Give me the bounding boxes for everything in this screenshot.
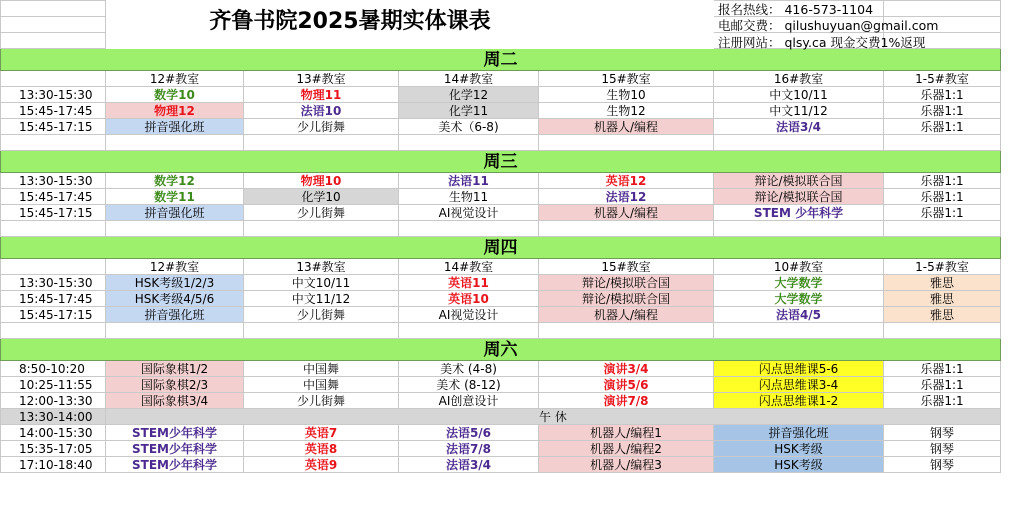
class-cell: 美术 (8-12) xyxy=(399,377,539,393)
class-cell: 英语7 xyxy=(244,425,399,441)
class-cell: AI创意设计 xyxy=(399,393,539,409)
time-slot: 15:45-17:45 xyxy=(1,103,106,119)
day-header-row xyxy=(1,339,1001,361)
time-slot: 12:00-13:30 xyxy=(1,393,106,409)
class-cell: 机器人/编程 xyxy=(539,205,714,221)
class-cell: 辩论/模拟联合国 xyxy=(714,173,884,189)
class-cell: 化学12 xyxy=(399,87,539,103)
empty-cell xyxy=(539,135,714,151)
class-cell: 物理11 xyxy=(244,87,399,103)
class-cell: 机器人/编程2 xyxy=(539,441,714,457)
class-cell: 机器人/编程 xyxy=(539,119,714,135)
class-cell: 国际象棋2/3 xyxy=(106,377,244,393)
empty-cell xyxy=(244,221,399,237)
class-cell: 雅思 xyxy=(884,307,1001,323)
class-cell: 辩论/模拟联合国 xyxy=(539,291,714,307)
class-cell: 机器人/编程 xyxy=(539,307,714,323)
class-cell: 化学10 xyxy=(244,189,399,205)
class-cell: 拼音强化班 xyxy=(106,119,244,135)
class-cell: 数学12 xyxy=(106,173,244,189)
blank-row xyxy=(1,221,1001,237)
classroom-label: 10#教室 xyxy=(714,259,884,275)
class-cell: 化学11 xyxy=(399,103,539,119)
class-cell: 美术 (4-8) xyxy=(399,361,539,377)
empty-cell xyxy=(714,323,884,339)
class-row xyxy=(1,189,1001,205)
lunch-break-label: 午 休 xyxy=(106,409,1001,425)
time-slot: 15:45-17:45 xyxy=(1,291,106,307)
class-cell: 法语11 xyxy=(399,173,539,189)
class-cell: 乐器1:1 xyxy=(884,173,1001,189)
class-cell: 雅思 xyxy=(884,291,1001,307)
empty-cell xyxy=(884,1,1001,17)
class-cell: 法语4/5 xyxy=(714,307,884,323)
class-row xyxy=(1,441,1001,457)
class-row xyxy=(1,377,1001,393)
day-header-row xyxy=(1,49,1001,71)
class-cell: 机器人/编程1 xyxy=(539,425,714,441)
classroom-label: 14#教室 xyxy=(399,71,539,87)
class-cell: 少儿街舞 xyxy=(244,119,399,135)
time-slot: 15:45-17:45 xyxy=(1,189,106,205)
class-cell: 闪点思维课1-2 xyxy=(714,393,884,409)
class-cell: 演讲7/8 xyxy=(539,393,714,409)
time-slot: 15:45-17:15 xyxy=(1,307,106,323)
day-header-row xyxy=(1,237,1001,259)
class-cell: 中文11/12 xyxy=(244,291,399,307)
classroom-label: 1-5#教室 xyxy=(884,71,1001,87)
day-label: 周六 xyxy=(1,339,1001,361)
empty-cell xyxy=(884,323,1001,339)
empty-cell xyxy=(106,221,244,237)
classroom-label: 15#教室 xyxy=(539,71,714,87)
hotline-text: 报名热线： 416-573-1104 xyxy=(718,2,874,17)
class-cell: 乐器1:1 xyxy=(884,87,1001,103)
time-slot: 13:30-14:00 xyxy=(1,409,106,425)
empty-cell xyxy=(106,323,244,339)
class-cell: 乐器1:1 xyxy=(884,361,1001,377)
class-cell: 法语12 xyxy=(539,189,714,205)
classroom-label: 1-5#教室 xyxy=(884,259,1001,275)
class-cell: 乐器1:1 xyxy=(884,119,1001,135)
empty-cell xyxy=(244,135,399,151)
time-slot: 10:25-11:55 xyxy=(1,377,106,393)
classroom-label: 13#教室 xyxy=(244,259,399,275)
time-slot: 15:45-17:15 xyxy=(1,205,106,221)
class-cell: 拼音强化班 xyxy=(106,307,244,323)
class-cell: STEM少年科学 xyxy=(106,457,244,473)
class-cell: 乐器1:1 xyxy=(884,103,1001,119)
classroom-label xyxy=(1,71,106,87)
class-cell: 钢琴 xyxy=(884,441,1001,457)
empty-cell xyxy=(1,135,106,151)
class-cell: HSK考级1/2/3 xyxy=(106,275,244,291)
time-slot: 8:50-10:20 xyxy=(1,361,106,377)
class-cell: 法语3/4 xyxy=(399,457,539,473)
class-cell: 数学10 xyxy=(106,87,244,103)
class-cell: 乐器1:1 xyxy=(884,377,1001,393)
class-cell: 雅思 xyxy=(884,275,1001,291)
class-cell: 法语7/8 xyxy=(399,441,539,457)
blank-row xyxy=(1,323,1001,339)
time-slot: 14:00-15:30 xyxy=(1,425,106,441)
class-cell: 闪点思维课3-4 xyxy=(714,377,884,393)
class-cell: 数学11 xyxy=(106,189,244,205)
lunch-row xyxy=(1,409,1001,425)
class-cell: 大学数学 xyxy=(714,291,884,307)
day-label: 周三 xyxy=(1,151,1001,173)
class-cell: 国际象棋1/2 xyxy=(106,361,244,377)
class-row xyxy=(1,361,1001,377)
classroom-label: 15#教室 xyxy=(539,259,714,275)
class-cell: 钢琴 xyxy=(884,425,1001,441)
class-cell: 少儿街舞 xyxy=(244,205,399,221)
classroom-label xyxy=(1,259,106,275)
class-cell: 英语8 xyxy=(244,441,399,457)
class-cell: 中文11/12 xyxy=(714,103,884,119)
day-label: 周四 xyxy=(1,237,1001,259)
classroom-label: 13#教室 xyxy=(244,71,399,87)
class-row xyxy=(1,205,1001,221)
class-cell: 闪点思维课5-6 xyxy=(714,361,884,377)
class-row xyxy=(1,393,1001,409)
class-cell: 法语5/6 xyxy=(399,425,539,441)
class-row xyxy=(1,275,1001,291)
classroom-header-row xyxy=(1,259,1001,275)
class-row xyxy=(1,291,1001,307)
class-cell: HSK考级4/5/6 xyxy=(106,291,244,307)
website-text: 注册网站： qlsy.ca 现金交费1%返现 xyxy=(718,35,926,50)
time-slot: 13:30-15:30 xyxy=(1,87,106,103)
empty-cell xyxy=(399,323,539,339)
class-cell: AI视觉设计 xyxy=(399,307,539,323)
class-cell: 乐器1:1 xyxy=(884,189,1001,205)
classroom-label: 12#教室 xyxy=(106,71,244,87)
class-cell: 英语10 xyxy=(399,291,539,307)
empty-cell xyxy=(884,221,1001,237)
class-cell: STEM少年科学 xyxy=(106,441,244,457)
class-cell: 少儿街舞 xyxy=(244,307,399,323)
day-label: 周二 xyxy=(1,49,1001,71)
class-cell: 辩论/模拟联合国 xyxy=(714,189,884,205)
class-cell: 中文10/11 xyxy=(244,275,399,291)
empty-cell xyxy=(1,221,106,237)
class-cell: AI视觉设计 xyxy=(399,205,539,221)
classroom-label: 16#教室 xyxy=(714,71,884,87)
empty-cell xyxy=(539,323,714,339)
class-cell: 英语12 xyxy=(539,173,714,189)
class-row xyxy=(1,87,1001,103)
page-title: 齐鲁书院2025暑期实体课表 xyxy=(209,9,491,34)
class-cell: 演讲5/6 xyxy=(539,377,714,393)
class-cell: 大学数学 xyxy=(714,275,884,291)
class-cell: 乐器1:1 xyxy=(884,393,1001,409)
class-row xyxy=(1,307,1001,323)
class-cell: 拼音强化班 xyxy=(106,205,244,221)
class-cell: 中文10/11 xyxy=(714,87,884,103)
class-cell: 钢琴 xyxy=(884,457,1001,473)
class-row xyxy=(1,457,1001,473)
etransfer-text: 电邮交费： qilushuyuan@gmail.com xyxy=(718,18,939,33)
empty-cell xyxy=(399,135,539,151)
class-cell: 英语9 xyxy=(244,457,399,473)
class-row xyxy=(1,119,1001,135)
class-cell: 中国舞 xyxy=(244,361,399,377)
class-cell: 英语11 xyxy=(399,275,539,291)
class-cell: 美术（6-8) xyxy=(399,119,539,135)
class-cell: STEM少年科学 xyxy=(106,425,244,441)
empty-cell xyxy=(399,221,539,237)
classroom-label: 14#教室 xyxy=(399,259,539,275)
time-slot: 15:45-17:15 xyxy=(1,119,106,135)
class-cell: 物理10 xyxy=(244,173,399,189)
day-header-row xyxy=(1,151,1001,173)
empty-cell xyxy=(714,135,884,151)
class-cell: 乐器1:1 xyxy=(884,205,1001,221)
empty-cell xyxy=(106,135,244,151)
class-row xyxy=(1,425,1001,441)
time-slot: 13:30-15:30 xyxy=(1,275,106,291)
class-cell: 机器人/编程3 xyxy=(539,457,714,473)
class-row xyxy=(1,173,1001,189)
time-slot: 17:10-18:40 xyxy=(1,457,106,473)
empty-cell xyxy=(884,135,1001,151)
class-cell: 物理12 xyxy=(106,103,244,119)
class-cell: 法语3/4 xyxy=(714,119,884,135)
blank-row xyxy=(1,135,1001,151)
empty-cell xyxy=(1,323,106,339)
time-slot: 13:30-15:30 xyxy=(1,173,106,189)
class-cell: 法语10 xyxy=(244,103,399,119)
classroom-label: 12#教室 xyxy=(106,259,244,275)
class-cell: 生物12 xyxy=(539,103,714,119)
empty-cell xyxy=(244,323,399,339)
class-cell: 拼音强化班 xyxy=(714,425,884,441)
class-cell: 生物11 xyxy=(399,189,539,205)
class-cell: 少儿街舞 xyxy=(244,393,399,409)
class-cell: 中国舞 xyxy=(244,377,399,393)
empty-cell xyxy=(539,221,714,237)
classroom-header-row xyxy=(1,71,1001,87)
class-row xyxy=(1,103,1001,119)
time-slot: 15:35-17:05 xyxy=(1,441,106,457)
class-cell: 生物10 xyxy=(539,87,714,103)
class-cell: HSK考级 xyxy=(714,441,884,457)
class-cell: 演讲3/4 xyxy=(539,361,714,377)
class-cell: STEM 少年科学 xyxy=(714,205,884,221)
empty-cell xyxy=(714,221,884,237)
class-cell: 辩论/模拟联合国 xyxy=(539,275,714,291)
class-cell: HSK考级 xyxy=(714,457,884,473)
class-cell: 国际象棋3/4 xyxy=(106,393,244,409)
